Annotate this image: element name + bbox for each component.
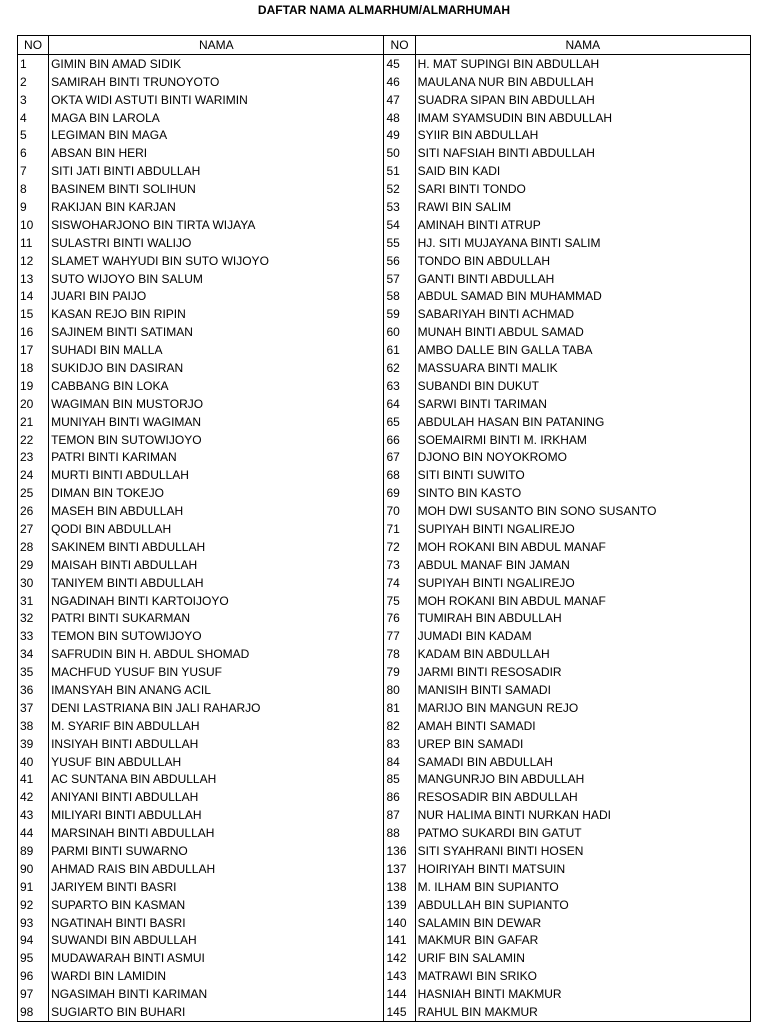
table-row	[18, 448, 751, 466]
table-row	[18, 610, 751, 628]
row-number-right: 138	[384, 878, 415, 896]
table-row	[18, 914, 751, 932]
table-row	[18, 627, 751, 645]
row-name-right: SITI BINTI SUWITO	[415, 466, 750, 484]
row-name-right: MOH ROKANI BIN ABDUL MANAF	[415, 538, 750, 556]
row-number-right: 76	[384, 610, 415, 628]
row-number-right: 67	[384, 448, 415, 466]
row-name-right: ABDULLAH BIN SUPIANTO	[415, 896, 750, 914]
row-number-left: 3	[18, 91, 49, 109]
row-number-right: 51	[384, 162, 415, 180]
table-row	[18, 234, 751, 252]
row-number-left: 97	[18, 985, 49, 1003]
row-name-right: SITI NAFSIAH BINTI ABDULLAH	[415, 144, 750, 162]
row-number-right: 84	[384, 753, 415, 771]
row-name-right: TONDO BIN ABDULLAH	[415, 252, 750, 270]
row-number-right: 78	[384, 645, 415, 663]
row-name-left: KASAN REJO BIN RIPIN	[49, 305, 384, 323]
row-name-right: ABDULAH HASAN BIN PATANING	[415, 413, 750, 431]
table-row	[18, 878, 751, 896]
row-number-right: 63	[384, 377, 415, 395]
table-row	[18, 287, 751, 305]
row-number-right: 52	[384, 180, 415, 198]
row-number-left: 16	[18, 323, 49, 341]
table-row	[18, 180, 751, 198]
row-name-right: GANTI BINTI ABDULLAH	[415, 270, 750, 288]
row-name-right: SARWI BINTI TARIMAN	[415, 395, 750, 413]
table-row	[18, 842, 751, 860]
row-name-left: MUDAWARAH BINTI ASMUI	[49, 949, 384, 967]
table-row	[18, 681, 751, 699]
row-name-right: IMAM SYAMSUDIN BIN ABDULLAH	[415, 109, 750, 127]
table-row	[18, 520, 751, 538]
row-number-right: 48	[384, 109, 415, 127]
table-row	[18, 109, 751, 127]
row-number-right: 86	[384, 788, 415, 806]
row-name-right: SYIIR BIN ABDULLAH	[415, 126, 750, 144]
row-number-left: 24	[18, 466, 49, 484]
row-number-left: 37	[18, 699, 49, 717]
row-number-right: 57	[384, 270, 415, 288]
row-number-right: 145	[384, 1003, 415, 1021]
row-name-left: ANIYANI BINTI ABDULLAH	[49, 788, 384, 806]
row-name-left: AHMAD RAIS BIN ABDULLAH	[49, 860, 384, 878]
row-name-right: AMBO DALLE BIN GALLA TABA	[415, 341, 750, 359]
table-row	[18, 484, 751, 502]
row-name-left: MARSINAH BINTI ABDULLAH	[49, 824, 384, 842]
table-row	[18, 431, 751, 449]
row-number-left: 89	[18, 842, 49, 860]
row-name-left: WARDI BIN LAMIDIN	[49, 967, 384, 985]
row-number-right: 61	[384, 341, 415, 359]
row-name-left: PARMI BINTI SUWARNO	[49, 842, 384, 860]
row-name-left: JARIYEM BINTI BASRI	[49, 878, 384, 896]
row-name-right: URIF BIN SALAMIN	[415, 949, 750, 967]
table-row	[18, 788, 751, 806]
row-number-right: 72	[384, 538, 415, 556]
row-number-left: 8	[18, 180, 49, 198]
row-number-left: 30	[18, 574, 49, 592]
row-number-right: 139	[384, 896, 415, 914]
row-name-left: PATRI BINTI SUKARMAN	[49, 610, 384, 628]
row-name-left: RAKIJAN BIN KARJAN	[49, 198, 384, 216]
table-row	[18, 932, 751, 950]
row-number-left: 12	[18, 252, 49, 270]
row-number-left: 5	[18, 126, 49, 144]
row-number-left: 35	[18, 663, 49, 681]
row-number-right: 144	[384, 985, 415, 1003]
row-number-left: 43	[18, 806, 49, 824]
row-number-left: 40	[18, 753, 49, 771]
row-name-left: LEGIMAN BIN MAGA	[49, 126, 384, 144]
row-number-right: 45	[384, 54, 415, 72]
row-name-left: INSIYAH BINTI ABDULLAH	[49, 735, 384, 753]
row-name-right: SARI BINTI TONDO	[415, 180, 750, 198]
row-number-left: 93	[18, 914, 49, 932]
row-name-right: SUADRA SIPAN BIN ABDULLAH	[415, 91, 750, 109]
row-number-left: 17	[18, 341, 49, 359]
row-number-left: 95	[18, 949, 49, 967]
table-row	[18, 341, 751, 359]
row-number-right: 73	[384, 556, 415, 574]
table-row	[18, 735, 751, 753]
row-number-right: 80	[384, 681, 415, 699]
row-name-left: MUNIYAH BINTI WAGIMAN	[49, 413, 384, 431]
row-name-left: SUTO WIJOYO BIN SALUM	[49, 270, 384, 288]
row-name-left: SULASTRI BINTI WALIJO	[49, 234, 384, 252]
names-table	[17, 35, 751, 1022]
table-row	[18, 198, 751, 216]
row-number-right: 75	[384, 592, 415, 610]
row-name-right: MOH ROKANI BIN ABDUL MANAF	[415, 592, 750, 610]
row-number-left: 26	[18, 502, 49, 520]
row-name-right: M. ILHAM BIN SUPIANTO	[415, 878, 750, 896]
row-number-left: 6	[18, 144, 49, 162]
row-number-left: 4	[18, 109, 49, 127]
row-number-right: 136	[384, 842, 415, 860]
header-nama-right: NAMA	[415, 36, 750, 55]
row-name-left: MAISAH BINTI ABDULLAH	[49, 556, 384, 574]
row-number-left: 91	[18, 878, 49, 896]
row-number-left: 19	[18, 377, 49, 395]
row-number-left: 33	[18, 627, 49, 645]
row-number-left: 25	[18, 484, 49, 502]
table-row	[18, 252, 751, 270]
row-number-right: 77	[384, 627, 415, 645]
row-number-left: 44	[18, 824, 49, 842]
row-name-left: QODI BIN ABDULLAH	[49, 520, 384, 538]
table-row	[18, 359, 751, 377]
row-number-left: 13	[18, 270, 49, 288]
table-row	[18, 538, 751, 556]
table-row	[18, 395, 751, 413]
row-name-right: AMAH BINTI SAMADI	[415, 717, 750, 735]
table-row	[18, 771, 751, 789]
row-number-right: 62	[384, 359, 415, 377]
table-row	[18, 73, 751, 91]
table-row	[18, 663, 751, 681]
row-number-right: 65	[384, 413, 415, 431]
row-number-right: 88	[384, 824, 415, 842]
row-name-right: SOEMAIRMI BINTI M. IRKHAM	[415, 431, 750, 449]
row-name-right: MAKMUR BIN GAFAR	[415, 932, 750, 950]
row-number-left: 10	[18, 216, 49, 234]
row-name-right: MARIJO BIN MANGUN REJO	[415, 699, 750, 717]
table-row	[18, 413, 751, 431]
row-number-left: 20	[18, 395, 49, 413]
row-number-right: 56	[384, 252, 415, 270]
row-name-right: SABARIYAH BINTI ACHMAD	[415, 305, 750, 323]
row-name-right: UREP BIN SAMADI	[415, 735, 750, 753]
row-number-right: 47	[384, 91, 415, 109]
row-name-left: ABSAN BIN HERI	[49, 144, 384, 162]
row-number-right: 68	[384, 466, 415, 484]
table-row	[18, 896, 751, 914]
row-number-left: 31	[18, 592, 49, 610]
row-name-right: MUNAH BINTI ABDUL SAMAD	[415, 323, 750, 341]
row-name-right: SITI SYAHRANI BINTI HOSEN	[415, 842, 750, 860]
row-number-left: 21	[18, 413, 49, 431]
row-name-left: SITI JATI BINTI ABDULLAH	[49, 162, 384, 180]
row-number-left: 18	[18, 359, 49, 377]
row-number-left: 29	[18, 556, 49, 574]
table-row	[18, 806, 751, 824]
row-number-left: 42	[18, 788, 49, 806]
table-row	[18, 126, 751, 144]
row-number-right: 137	[384, 860, 415, 878]
row-name-right: ABDUL SAMAD BIN MUHAMMAD	[415, 287, 750, 305]
row-name-right: DJONO BIN NOYOKROMO	[415, 448, 750, 466]
row-number-left: 92	[18, 896, 49, 914]
row-number-left: 39	[18, 735, 49, 753]
row-name-right: JUMADI BIN KADAM	[415, 627, 750, 645]
document-title: DAFTAR NAMA ALMARHUM/ALMARHUMAH	[257, 3, 511, 17]
row-name-left: TEMON BIN SUTOWIJOYO	[49, 627, 384, 645]
table-row	[18, 985, 751, 1003]
row-name-left: BASINEM BINTI SOLIHUN	[49, 180, 384, 198]
row-name-left: SUKIDJO BIN DASIRAN	[49, 359, 384, 377]
row-name-left: AC SUNTANA BIN ABDULLAH	[49, 771, 384, 789]
row-number-right: 142	[384, 949, 415, 967]
table-row	[18, 216, 751, 234]
row-name-left: CABBANG BIN LOKA	[49, 377, 384, 395]
table-row	[18, 502, 751, 520]
table-row	[18, 592, 751, 610]
row-number-right: 66	[384, 431, 415, 449]
header-no-left: NO	[18, 36, 49, 55]
table-row	[18, 967, 751, 985]
row-name-left: MASEH BIN ABDULLAH	[49, 502, 384, 520]
row-number-left: 28	[18, 538, 49, 556]
row-name-right: H. MAT SUPINGI BIN ABDULLAH	[415, 54, 750, 72]
row-name-left: MURTI BINTI ABDULLAH	[49, 466, 384, 484]
row-number-left: 27	[18, 520, 49, 538]
row-name-right: SAID BIN KADI	[415, 162, 750, 180]
row-name-left: WAGIMAN BIN MUSTORJO	[49, 395, 384, 413]
table-row	[18, 949, 751, 967]
row-name-left: YUSUF BIN ABDULLAH	[49, 753, 384, 771]
row-name-left: MILIYARI BINTI ABDULLAH	[49, 806, 384, 824]
row-name-left: M. SYARIF BIN ABDULLAH	[49, 717, 384, 735]
row-name-right: NUR HALIMA BINTI NURKAN HADI	[415, 806, 750, 824]
row-number-right: 58	[384, 287, 415, 305]
table-row	[18, 323, 751, 341]
row-name-right: KADAM BIN ABDULLAH	[415, 645, 750, 663]
row-number-right: 74	[384, 574, 415, 592]
row-number-left: 36	[18, 681, 49, 699]
row-name-left: SAKINEM BINTI ABDULLAH	[49, 538, 384, 556]
row-name-left: MAGA BIN LAROLA	[49, 109, 384, 127]
row-number-right: 70	[384, 502, 415, 520]
row-number-right: 79	[384, 663, 415, 681]
row-name-right: TUMIRAH BIN ABDULLAH	[415, 610, 750, 628]
table-row	[18, 860, 751, 878]
row-number-right: 54	[384, 216, 415, 234]
row-name-left: PATRI BINTI KARIMAN	[49, 448, 384, 466]
row-name-left: NGATINAH BINTI BASRI	[49, 914, 384, 932]
row-name-left: MACHFUD YUSUF BIN YUSUF	[49, 663, 384, 681]
row-number-left: 11	[18, 234, 49, 252]
row-name-left: SISWOHARJONO BIN TIRTA WIJAYA	[49, 216, 384, 234]
table-row	[18, 305, 751, 323]
row-number-right: 143	[384, 967, 415, 985]
row-number-right: 85	[384, 771, 415, 789]
row-number-right: 87	[384, 806, 415, 824]
row-name-right: JARMI BINTI RESOSADIR	[415, 663, 750, 681]
row-name-left: OKTA WIDI ASTUTI BINTI WARIMIN	[49, 91, 384, 109]
row-number-right: 53	[384, 198, 415, 216]
row-name-left: SUGIARTO BIN BUHARI	[49, 1003, 384, 1021]
row-name-left: SAJINEM BINTI SATIMAN	[49, 323, 384, 341]
row-name-left: TEMON BIN SUTOWIJOYO	[49, 431, 384, 449]
row-name-right: MANGUNRJO BIN ABDULLAH	[415, 771, 750, 789]
row-number-left: 38	[18, 717, 49, 735]
table-row	[18, 377, 751, 395]
table-row	[18, 645, 751, 663]
row-name-left: DENI LASTRIANA BIN JALI RAHARJO	[49, 699, 384, 717]
row-number-right: 140	[384, 914, 415, 932]
row-name-left: IMANSYAH BIN ANANG ACIL	[49, 681, 384, 699]
row-name-left: SLAMET WAHYUDI BIN SUTO WIJOYO	[49, 252, 384, 270]
row-number-right: 55	[384, 234, 415, 252]
row-number-left: 2	[18, 73, 49, 91]
row-name-right: ABDUL MANAF BIN JAMAN	[415, 556, 750, 574]
row-number-left: 90	[18, 860, 49, 878]
row-number-right: 60	[384, 323, 415, 341]
row-number-left: 7	[18, 162, 49, 180]
row-name-left: SAMIRAH BINTI TRUNOYOTO	[49, 73, 384, 91]
row-name-right: SALAMIN BIN DEWAR	[415, 914, 750, 932]
row-name-right: MATRAWI BIN SRIKO	[415, 967, 750, 985]
row-number-left: 14	[18, 287, 49, 305]
row-name-right: SUPIYAH BINTI NGALIREJO	[415, 520, 750, 538]
row-name-left: JUARI BIN PAIJO	[49, 287, 384, 305]
row-name-right: HASNIAH BINTI MAKMUR	[415, 985, 750, 1003]
table-row	[18, 824, 751, 842]
row-name-left: SUWANDI BIN ABDULLAH	[49, 932, 384, 950]
row-name-left: SUPARTO BIN KASMAN	[49, 896, 384, 914]
row-number-right: 59	[384, 305, 415, 323]
row-number-left: 94	[18, 932, 49, 950]
row-name-right: SUBANDI BIN DUKUT	[415, 377, 750, 395]
row-number-left: 15	[18, 305, 49, 323]
row-name-right: SUPIYAH BINTI NGALIREJO	[415, 574, 750, 592]
row-number-left: 1	[18, 54, 49, 72]
header-row	[18, 36, 751, 55]
table-row	[18, 753, 751, 771]
row-name-right: HOIRIYAH BINTI MATSUIN	[415, 860, 750, 878]
table-row	[18, 717, 751, 735]
row-name-right: RESOSADIR BIN ABDULLAH	[415, 788, 750, 806]
row-number-left: 34	[18, 645, 49, 663]
row-name-left: SAFRUDIN BIN H. ABDUL SHOMAD	[49, 645, 384, 663]
row-number-right: 82	[384, 717, 415, 735]
row-number-right: 50	[384, 144, 415, 162]
table-row	[18, 699, 751, 717]
row-number-left: 23	[18, 448, 49, 466]
row-name-left: NGASIMAH BINTI KARIMAN	[49, 985, 384, 1003]
row-name-left: NGADINAH BINTI KARTOIJOYO	[49, 592, 384, 610]
table-row	[18, 574, 751, 592]
table-row	[18, 1003, 751, 1021]
row-name-right: MASSUARA BINTI MALIK	[415, 359, 750, 377]
header-nama-left: NAMA	[49, 36, 384, 55]
row-name-right: MOH DWI SUSANTO BIN SONO SUSANTO	[415, 502, 750, 520]
row-number-left: 96	[18, 967, 49, 985]
row-number-right: 81	[384, 699, 415, 717]
table-row	[18, 466, 751, 484]
row-name-right: RAHUL BIN MAKMUR	[415, 1003, 750, 1021]
row-name-right: SINTO BIN KASTO	[415, 484, 750, 502]
row-number-left: 41	[18, 771, 49, 789]
table-row	[18, 162, 751, 180]
row-name-right: RAWI BIN SALIM	[415, 198, 750, 216]
row-number-right: 83	[384, 735, 415, 753]
row-number-right: 64	[384, 395, 415, 413]
row-name-left: TANIYEM BINTI ABDULLAH	[49, 574, 384, 592]
row-number-left: 22	[18, 431, 49, 449]
table-row	[18, 54, 751, 72]
row-name-right: MAULANA NUR BIN ABDULLAH	[415, 73, 750, 91]
row-name-right: MANISIH BINTI SAMADI	[415, 681, 750, 699]
row-number-left: 9	[18, 198, 49, 216]
row-name-right: PATMO SUKARDI BIN GATUT	[415, 824, 750, 842]
row-number-right: 71	[384, 520, 415, 538]
header-no-right: NO	[384, 36, 415, 55]
row-number-left: 32	[18, 610, 49, 628]
table-row	[18, 91, 751, 109]
row-number-left: 98	[18, 1003, 49, 1021]
row-number-right: 141	[384, 932, 415, 950]
row-name-right: AMINAH BINTI ATRUP	[415, 216, 750, 234]
row-name-right: HJ. SITI MUJAYANA BINTI SALIM	[415, 234, 750, 252]
row-number-right: 49	[384, 126, 415, 144]
row-name-right: SAMADI BIN ABDULLAH	[415, 753, 750, 771]
table-row	[18, 144, 751, 162]
table-row	[18, 270, 751, 288]
table-row	[18, 556, 751, 574]
table-body	[18, 54, 751, 1021]
row-name-left: SUHADI BIN MALLA	[49, 341, 384, 359]
row-number-right: 69	[384, 484, 415, 502]
row-name-left: GIMIN BIN AMAD SIDIK	[49, 54, 384, 72]
row-number-right: 46	[384, 73, 415, 91]
row-name-left: DIMAN BIN TOKEJO	[49, 484, 384, 502]
